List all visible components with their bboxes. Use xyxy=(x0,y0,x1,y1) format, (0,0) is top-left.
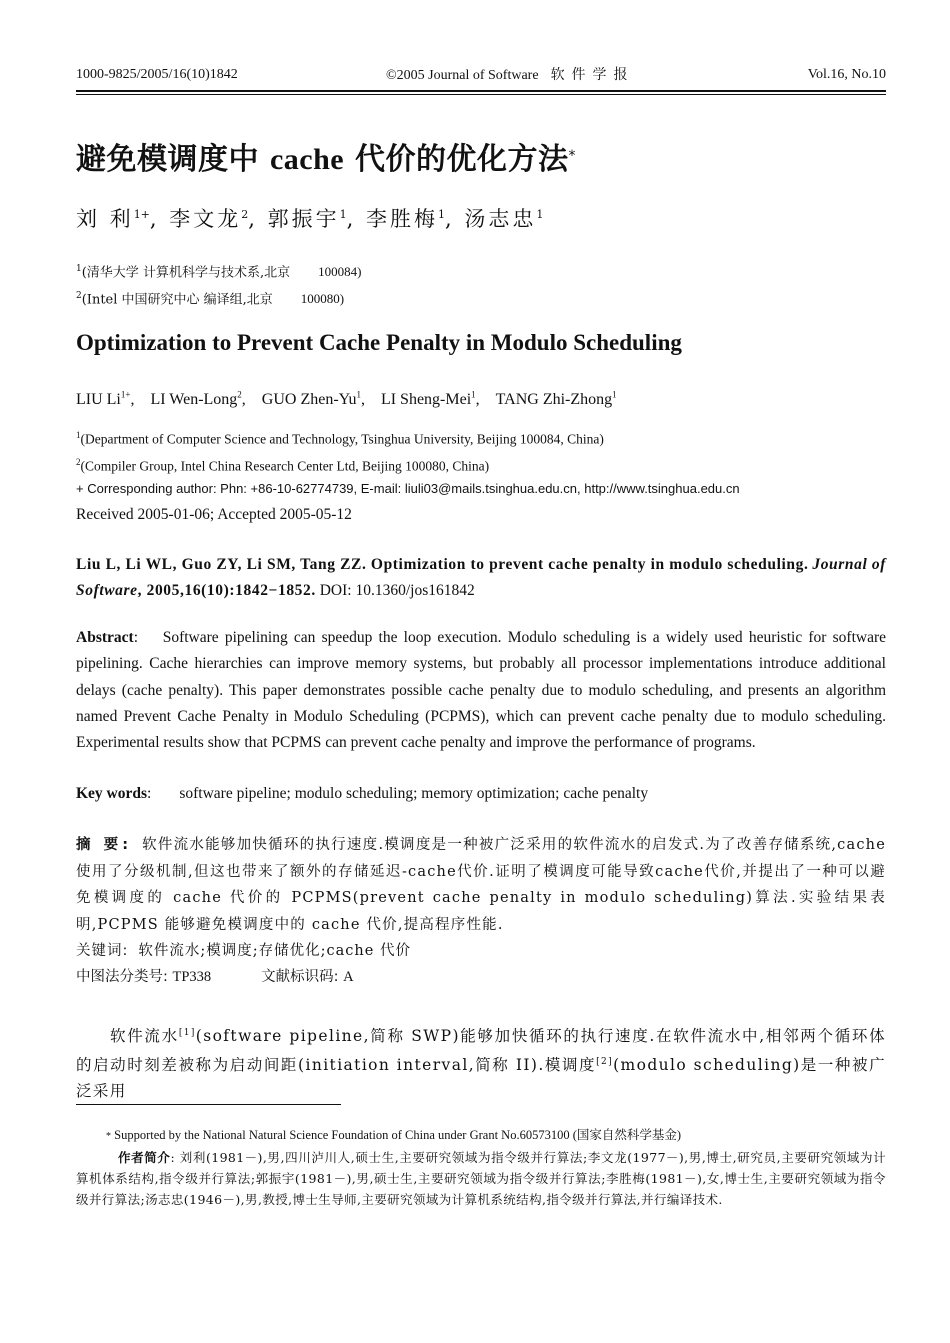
cn-author: 汤志忠$^1$ xyxy=(464,207,544,231)
english-authors xyxy=(76,384,633,411)
cn-author: 刘 利$^{1+}$ xyxy=(76,207,150,231)
en-author: GUO Zhen-Yu$^1$, xyxy=(261,390,365,409)
footnote-mark: * xyxy=(106,1131,111,1142)
footnote-rule xyxy=(76,1104,341,1105)
corresponding-author: + Corresponding author: Phn: +86-10-62774739, E-mail: liuli03@mails.tsinghua.edu.cn, http://www.tsinghua.edu.cn xyxy=(76,481,740,496)
chinese-authors: 刘 利$^{1+}$, 李文龙$^2$, 郭振宇$^1$, 李胜梅$^1$, 汤志忠$^1$ xyxy=(76,207,544,231)
chinese-title xyxy=(76,140,576,180)
header-rule-thin xyxy=(76,94,886,95)
cn-title-part2: 代价的优化方法 xyxy=(355,142,569,177)
doc-code-label: 文献标识码 xyxy=(261,969,334,985)
body-paragraph: 软件流水[1](software pipeline,简称 SWP)能够加快循环的执行速度.在软件流水中,相邻两个循环体的启动时刻差被称为启动间距(initiation interval,简称 II).模调度[2](modulo scheduling)是一种被广泛采用 xyxy=(76,1027,886,1101)
citation-authors-title: Liu L, Li WL, Guo ZY, Li SM, Tang ZZ. Optimization to prevent cache penalty in modulo scheduling. xyxy=(76,556,809,573)
cn-keywords-label: 关键词: xyxy=(76,943,129,959)
chinese-abstract xyxy=(76,832,886,938)
cn-affiliation: $^1$(清华大学 计算机科学与技术系,北京 100084) xyxy=(76,264,362,281)
en-author: LIU $Li^{1+}$, xyxy=(76,390,135,409)
citation-journal: Journal of Software xyxy=(76,556,887,599)
bio-text: : 刘利(1981－),男,四川泸川人,硕士生,主要研究领域为指令级并行算法;李文龙(1977－),男,博士,研究员,主要研究领域为计算机体系结构,指令级并行算法;郭振宇(1981－),男,硕士生,主要研究领域为指令级并行算法;李胜梅(1981－),女,博士生,主要研究领域为指令级并行算法;汤志忠(1946－),男,教授,博士生导师,主要研究领域为计算机系统结构,指令级并行算法,并行编译技术. xyxy=(76,1150,886,1207)
classification-line: 中图法分类号: TP338 文献标识码: A xyxy=(76,969,354,985)
cn-keywords-text: 软件流水;模调度;存储优化;cache 代价 xyxy=(138,943,411,959)
chinese-keywords xyxy=(76,940,411,962)
volume-number: Vol.16, No.10 xyxy=(807,67,886,82)
funding-footnote xyxy=(106,1126,681,1146)
cn-affiliation: $^2$(Intel 中国研究中心 编译组,北京 100080) xyxy=(76,291,345,308)
abstract: Abstract: Software pipelining can speedup the loop execution. Modulo scheduling is a widely used heuristic for software pipelining. Cache hierarchies can improve memory systems, but probably all processor implementations introduce additional delays (cache penalty). This paper demonstrates possible cache penalty due to modulo scheduling, and presents an algorithm named Prevent Cache Penalty in Modulo Scheduling (PCPMS), which can prevent cache penalty due to modulo scheduling. Experimental results show that PCPMS can prevent cache penalty and improve the performance of programs. xyxy=(76,629,886,752)
cn-author: 李胜梅$^1$ xyxy=(365,207,445,231)
citation-volume: , 2005,16(10):1842−1852. xyxy=(137,582,316,599)
journal-header xyxy=(386,64,635,87)
received-date: Received 2005-01-06; Accepted 2005-05-12 xyxy=(76,506,352,523)
funding-text: Supported by the National Natural Science Foundation of China under Grant No.60573100 (国家自然科学基金) xyxy=(114,1128,682,1142)
en-affiliation: $^1$(Department of Computer Science and Technology, Tsinghua University, Beijing 100084, China) xyxy=(76,430,604,447)
header-rule-thick xyxy=(76,90,886,92)
en-author: LI Sheng-Mei$^1$, xyxy=(380,390,480,409)
abstract-label: Abstract xyxy=(76,629,134,646)
title-footnote-mark: * xyxy=(568,148,577,164)
paper-page xyxy=(76,0,886,1343)
reference-mark: [1] xyxy=(178,1028,196,1038)
citation-doi: DOI: 10.1360/jos161842 xyxy=(315,582,475,599)
journal-name-en: ©2005 Journal of Software xyxy=(386,68,539,83)
abstract-text: Software pipelining can speedup the loop execution. Modulo scheduling is a widely used heuristic for software pipelining. Cache hierarchies can improve memory systems, but probably all processor implementations introduce additional delays (cache penalty). This paper demonstrates possible cache penalty due to modulo scheduling, and presents an algorithm named Prevent Cache Penalty in Modulo Scheduling (PCPMS), which can prevent cache penalty due to modulo scheduling. Experimental results show that PCPMS can prevent cache penalty and improve the performance of programs. xyxy=(76,629,886,752)
clc-value: TP338 xyxy=(172,969,212,985)
cn-author: 郭振宇$^1$ xyxy=(267,207,347,231)
bio-label: 作者简介 xyxy=(118,1150,171,1165)
clc-label: 中图法分类号 xyxy=(76,969,163,985)
en-author: LI Wen-Long$^2$, xyxy=(150,390,246,409)
keywords: Key words: software pipeline; modulo scheduling; memory optimization; cache penalty xyxy=(76,785,649,802)
cn-title-latin: cache xyxy=(269,143,345,176)
keywords-text: software pipeline; modulo scheduling; memory optimization; cache penalty xyxy=(179,785,649,802)
journal-name-cn: 软件学报 xyxy=(550,67,635,83)
english-title: Optimization to Prevent Cache Penalty in Modulo Scheduling xyxy=(76,330,682,355)
author-bio-footnote xyxy=(76,1147,886,1210)
keywords-label: Key words xyxy=(76,785,148,802)
reference-mark: [2] xyxy=(596,1057,614,1068)
running-header xyxy=(76,64,886,86)
en-affiliation: $^2$(Compiler Group, Intel China Research Center Ltd, Beijing 100080, China) xyxy=(76,457,490,474)
cn-abstract-label: 摘 要: xyxy=(76,837,133,853)
en-author: TANG Zhi-Zhong$^1$ xyxy=(495,390,617,409)
doc-code-value: A xyxy=(343,969,354,985)
cn-author: 李文龙$^2$ xyxy=(169,207,249,231)
citation xyxy=(76,552,886,604)
issn-code: 1000-9825/2005/16(10)1842 xyxy=(76,67,238,82)
cn-title-part1: 避免模调度中 xyxy=(76,142,259,177)
cn-abstract-text: 软件流水能够加快循环的执行速度.模调度是一种被广泛采用的软件流水的启发式.为了改善存储系统,cache使用了分级机制,但这也带来了额外的存储延迟-cache代价.证明了模调度可能导致cache代价,并提出了一种可以避免模调度的 cache 代价的 PCPMS(prevent cache penalty in modulo scheduling)算法.实验结果表明,PCPMS 能够避免模调度中的 cache 代价,提高程序性能. xyxy=(76,837,886,933)
